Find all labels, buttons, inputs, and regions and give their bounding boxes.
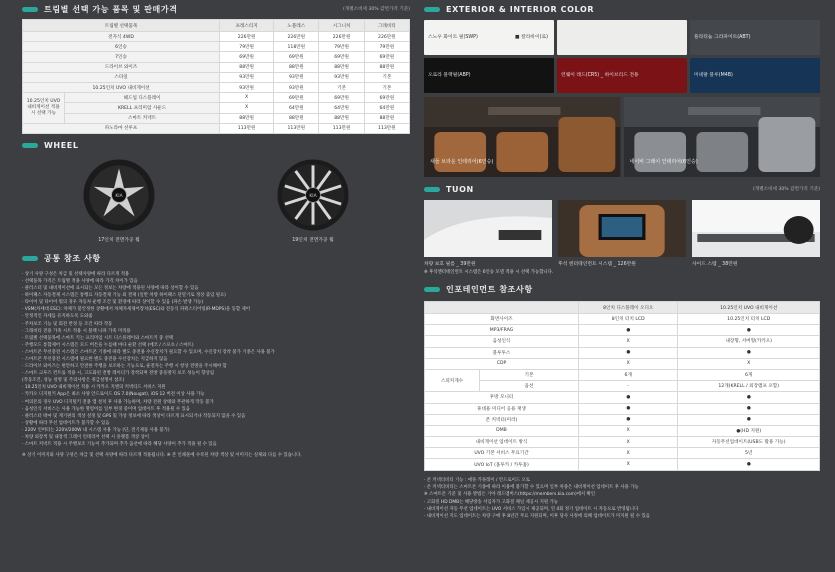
color-swatch-label: 런웨이 레드(CR5) _ 하이브리드 전용 [561, 73, 639, 78]
wheel-17-image [82, 158, 156, 232]
list-item: ※ 스마트폰 기준 및 사용 방법은 기아 레드멤버스(https://members.kia.com)에서 확인 [424, 492, 596, 498]
table-cell: ● [678, 459, 820, 470]
table-cell: 88만원 [274, 113, 319, 123]
table-cell: 기본 [364, 72, 409, 82]
table-cell: 69만원 [319, 93, 364, 103]
trim-section-title: 트림별 선택 가능 품목 및 판매가격 [44, 4, 178, 14]
table-cell: 88만원 [220, 113, 274, 123]
table-cell: 스피커개수 [425, 369, 480, 391]
wheel-gallery [22, 158, 410, 243]
list-item: · 선택품목 가격은 트림별 적용 사양에 따라 가격 차이가 있음 [22, 278, 138, 284]
infotainment-table [424, 301, 820, 471]
table-cell: MP3/FRAG [425, 325, 579, 336]
table-cell: KRELL 프리미엄 사운드 [65, 103, 220, 113]
interior-gray-image [624, 97, 821, 177]
color-swatch-label: 플라티늄 그라파이트(ABT) [694, 35, 751, 40]
color-section-heading [424, 3, 820, 15]
table-cell: X [220, 103, 274, 113]
table-cell: X [579, 336, 678, 347]
table-row [425, 448, 820, 459]
wheel-19-caption: 19인치 전면가공 휠 [292, 237, 334, 243]
table-cell: 88만원 [274, 62, 319, 72]
table-cell: 기본 [480, 369, 579, 380]
table-cell: ●(HD 지원) [678, 425, 820, 436]
list-item: · 고화질 HD DMB는 해당방송 서입자가 고화질 채널 제공시 지원 가능 [424, 499, 559, 505]
table-cell: 88만원 [319, 62, 364, 72]
wheel-section-title: WHEEL [44, 141, 79, 151]
table-cell: X [579, 425, 678, 436]
table-cell: 12개(KRELL / 외장앰프 포함) [678, 381, 820, 392]
table-cell: 6개 [678, 369, 820, 380]
list-item: · 하이패스 자동결제 시스템은 통행료 자동결제 기능 외 결제 (일반 차량 하이패스 단말기로 정상 출입 필요) [22, 293, 226, 299]
table-cell: X [579, 437, 678, 448]
table-cell: X [579, 448, 678, 459]
list-item: · 스마트폰 무선충전 시스템은 스마트폰 기종에 따라 별도 충전용 수신장치가 필요할 수 있으며, 수신장치 장착 불가 기종은 사용 불가 [22, 349, 275, 355]
table-cell: 스타일 [23, 72, 220, 82]
table-cell: ● [579, 392, 678, 403]
table-cell: 93만원 [274, 82, 319, 92]
table-row [425, 336, 820, 347]
table-header-cell: 10.25인치 UVO 내비게이션 [678, 302, 820, 314]
table-row [425, 392, 820, 403]
list-item: · 그래비티 전용 가죽 시트 적용 시 블랙 나파 가죽 미적용 [22, 328, 131, 334]
list-item: · 카카오 디지털키 App은 최소 사양 안드로이드 OS 7.0(Nougat), iOS 12 버전 이상 사용 가능 [22, 392, 205, 398]
table-cell: 88만원 [319, 113, 364, 123]
table-cell: 휴대용 미디어 응용 재생 [425, 403, 579, 414]
trim-section-heading [22, 3, 410, 15]
table-cell: 69만원 [220, 52, 274, 62]
color-swatch [690, 58, 820, 93]
list-item: · 스마트 커넥트 적용 시 주행보조 기능이 추가되며 추가 옵션에 따라 해당 사양이 추가 적용 될 수 있음 [22, 442, 217, 448]
table-cell: 64만원 [274, 103, 319, 113]
interior-brown-caption: 새들 브라운 인테리어(6인승) [430, 159, 494, 165]
table-cell: 226만원 [364, 32, 409, 42]
table-cell: 옵션 [480, 381, 579, 392]
table-cell: ● [579, 325, 678, 336]
color-swatch [690, 20, 820, 55]
common-notes-list [22, 271, 410, 448]
table-cell: 폰 커넥터(미러) [425, 414, 579, 425]
table-cell: X [579, 358, 678, 369]
list-item: (작동조건, 성능 설명 및 주의사항은 취급설명서 참조) [22, 378, 125, 384]
list-item: · 10.25인치 UVO 내비게이션 적용 시 카카오 지엔의 커넥티드 서비스 지원 [22, 385, 166, 391]
section-marker-icon [424, 7, 440, 12]
tuon-caption: 후석 엔터테인먼트 시스템 _ 126만원 [558, 262, 636, 267]
table-cell: 기본 [319, 82, 364, 92]
table-row [23, 52, 410, 62]
table-cell: X [678, 358, 820, 369]
tuon-section-title: TUON [446, 184, 474, 194]
list-item: · 상황에 따라 무선 업데이트가 불가할 수 있음 [22, 420, 110, 426]
color-section-title: EXTERIOR & INTERIOR COLOR [446, 4, 595, 14]
list-item: · 클러스터 테마 및 계기판의 색상 설정 및 GPS 및 가상 정보에 따라 색상이 다르게 표시되거나 작동되지 않을 수 있음 [22, 413, 246, 419]
table-cell: UVO 기본 서비스 무료기간 [425, 448, 579, 459]
table-row [23, 72, 410, 82]
info-section-heading [424, 283, 820, 295]
table-cell: 헤드업 디스플레이 [65, 93, 220, 103]
table-row [425, 459, 820, 470]
color-swatch-label: 스노우 화이트 펄(SWP) [428, 35, 478, 40]
table-header-cell: 노블레스 [274, 20, 319, 32]
list-item: · 상기 사양 구성은 차급 및 선택사양에 따라 다르게 적용 [22, 271, 130, 277]
table-cell: 79만원 [319, 42, 364, 52]
table-row [425, 347, 820, 358]
section-marker-icon [424, 187, 440, 192]
section-marker-icon [424, 287, 440, 292]
table-cell: ● [579, 414, 678, 425]
wheel-item-17 [39, 158, 199, 243]
svg-text:KIA: KIA [115, 194, 123, 200]
table-row [23, 82, 410, 92]
color-swatch [424, 58, 554, 93]
color-swatch [424, 20, 554, 55]
table-row [23, 103, 410, 113]
list-item: · 스마트폰 무선충전 시스템에 필요한 별도 충전용 수신장치는 지급하지 않음 [22, 357, 168, 362]
table-cell: 69만원 [319, 52, 364, 62]
table-cell: 93만원 [220, 82, 274, 92]
table-cell: 10.25인치 UVO 내비게이션 적용 시 선택 가능 [23, 93, 65, 124]
table-cell: 10.25인치 터치 LCD [678, 314, 820, 325]
tuon-item-rse [558, 200, 686, 267]
notes-section-heading [22, 253, 410, 265]
table-cell: 69만원 [364, 93, 409, 103]
table-cell: 88만원 [220, 62, 274, 72]
table-cell: 113만원 [319, 123, 364, 133]
left-column [22, 0, 410, 458]
list-item: · 주행모드 통합제어 시스템은 모드 버튼을 누를때 마다 순환 선택 (에코 / 스포츠 / 스마트) [22, 342, 194, 348]
right-column [424, 0, 820, 520]
list-item: · 220V 인버터는 220V/200W 내 시스템 사용 가능 (단, 전기제품 사용 불가) [22, 427, 170, 433]
table-row [425, 414, 820, 425]
table-cell: 후방 모니터 [425, 392, 579, 403]
table-cell: X [220, 93, 274, 103]
table-cell: 6인승 [23, 42, 220, 52]
table-row [425, 425, 820, 436]
color-swatch-label: 미네랄 블루(M4B) [694, 73, 733, 78]
interior-gray-caption: 네이비 그레이 인테리어(6인승) [629, 159, 698, 165]
list-item: · 폰 커넥티비티 기능 : 애플 카플레이 / 안드로이드 오토 [424, 477, 530, 483]
table-cell: ● [678, 325, 820, 336]
table-row [23, 62, 410, 72]
table-cell: ● [678, 347, 820, 358]
table-cell: 113만원 [220, 123, 274, 133]
color-swatch-label: 오로라 블랙펄(ABP) [428, 73, 471, 78]
notes-footer: ※ 상기 이미지와 사양 구성은 차급 및 선택 사양에 따라 다르게 적용됩니다. ※ 본 인쇄물에 수록된 차량 색상 및 이미지는 실제와 다를 수 있습니다. [22, 453, 302, 459]
table-cell: 자동무선업데이트(USB도 활용 가능) [678, 437, 820, 448]
table-cell: 내장형, 서버형(카카오) [678, 336, 820, 347]
list-item: · 주차보조 기능 및 회전 반경 등 조건 따라 작동 [22, 321, 113, 327]
table-cell: 블루투스 [425, 347, 579, 358]
table-cell: 69만원 [364, 52, 409, 62]
color-swatch-grid [424, 20, 820, 93]
wheel-17-caption: 17인치 전면가공 휠 [98, 237, 140, 243]
table-cell: 음성인식 [425, 336, 579, 347]
table-row [23, 93, 410, 103]
tuon-footnote: ※ 후석엔터테인먼트 시스템은 6인승 모델 적용 시 선택 가능합니다. [424, 270, 554, 275]
table-cell: X [579, 459, 678, 470]
table-cell: UVO IoT (홈투카 / 카투홈) [425, 459, 579, 470]
table-cell: 스마트 커넥트 [65, 113, 220, 123]
table-cell: 드라이브 와이즈 [23, 62, 220, 72]
table-row [425, 369, 820, 380]
table-cell: ● [579, 347, 678, 358]
table-row [23, 113, 410, 123]
table-cell: 79만원 [364, 42, 409, 52]
list-item: · 트림별 선택품목에 스마트 키는 프리미엄 시트 디스플레이와 스마트키 중 선택 [22, 335, 174, 341]
table-row [23, 32, 410, 42]
interior-gallery [424, 97, 820, 177]
table-header-cell: 트림별 선택품목 [23, 20, 220, 32]
notes-section-title: 공통 참조 사항 [44, 254, 101, 264]
table-cell: 113만원 [364, 123, 409, 133]
tuon-item-step [692, 200, 820, 267]
list-item: · 음성인식 서비스는 사용 가능한 명령어를 일부 변경 중이며 업데이트 후 적용될 수 있음 [22, 406, 190, 412]
table-cell: 64만원 [364, 103, 409, 113]
tuon-gallery [424, 200, 820, 267]
list-item: · 클러스터 및 내비게이션에 표시되는 모든 정보는 차량에 적용된 사양에 따라 상이할 수 있음 [22, 286, 199, 292]
table-cell: 6개 [579, 369, 678, 380]
table-cell: - [579, 381, 678, 392]
table-cell: 69만원 [274, 93, 319, 103]
list-item: · VSM(차세대 ESC): 차체가 불안정한 상황에서 차체자세제어장치(ESC)와 전동식 파워스티어링(R-MDPS)을 동합 제어 [22, 307, 250, 313]
table-cell: 5년 [678, 448, 820, 459]
table-row [425, 314, 820, 325]
table-cell: 79만원 [220, 42, 274, 52]
tuon-section-heading [424, 183, 820, 195]
table-cell: 기본 [364, 82, 409, 92]
table-cell: 88만원 [364, 113, 409, 123]
table-cell: 파노라마 선루프 [23, 123, 220, 133]
list-item: · 내비게이션 지도 업데이트는 차량 구매 후 8년간 무료 지원되며, 이후 당사 사정에 의해 업데이트가 미지원 될 수 있음 [424, 514, 650, 520]
section-marker-icon [22, 256, 38, 261]
table-cell: CDP [425, 358, 579, 369]
table-cell: 10.25인치 UVO 내비게이션 [23, 82, 220, 92]
table-row [425, 381, 820, 392]
side-step-image [692, 200, 820, 257]
table-cell: 113만원 [274, 123, 319, 133]
table-cell: DMB [425, 425, 579, 436]
table-header-row [23, 20, 410, 32]
table-cell: 93만원 [220, 72, 274, 82]
section-marker-icon [22, 143, 38, 148]
table-cell: 226만원 [220, 32, 274, 42]
wheel-item-19 [233, 158, 393, 243]
info-section-title: 인포테인먼트 참조사항 [446, 284, 533, 294]
wheel-19-image [276, 158, 350, 232]
interior-brown-image [424, 97, 621, 177]
list-item: · 여의폰의 경우 UVO 디지털키 전용 앱 설치 후 사용 가능하며, 차량 전원 상태와 무관하게 작동 불가 [22, 399, 214, 405]
list-item: · 내비게이션 자동 무선 업데이트는 UVO 서비스 가입시 제공되며, 연 4회 정기 업데이트 시 자동으로 반영됩니다 [424, 506, 639, 512]
table-cell: 93만원 [274, 72, 319, 82]
list-item: · 타이어 및 타이어 휠의 경우 자동차 운행 조건 및 환경에 따라 상이할 수 있음 (파손 발생 가능) [22, 300, 204, 306]
list-item: · 드라이브 와이즈는 편안하고 안전한 주행을 보조하는 기능으로, 운전자는 주행 시 항상 전방을 주시해야 함 [22, 364, 227, 370]
table-header-cell: 그래비티 [364, 20, 409, 32]
table-cell: ● [678, 414, 820, 425]
table-row [23, 123, 410, 133]
table-cell: 내비게이션 업데이트 방식 [425, 437, 579, 448]
table-cell: 64만원 [319, 103, 364, 113]
section-marker-icon [22, 7, 38, 12]
table-cell: 118만원 [274, 42, 319, 52]
color-swatch-tag: ■ 칼라바이(로) [515, 35, 548, 40]
table-row [23, 42, 410, 52]
tuon-caption: 사이드 스텝 _ 38만원 [692, 262, 738, 267]
table-cell: 93만원 [319, 72, 364, 82]
rear-entertainment-image [558, 200, 686, 257]
color-swatch [557, 20, 687, 55]
table-header-cell: 8인치 디스플레이 오디오 [579, 302, 678, 314]
list-item: · 차량 외장색 및 내장색 그레이 인테리어 선택 시 플랫폼 색상 상이 [22, 435, 150, 441]
table-header-cell: 프레스티지 [220, 20, 274, 32]
svg-text:KIA: KIA [309, 194, 317, 200]
table-cell: 226만원 [319, 32, 364, 42]
trim-price-note: (개별소비세 30% 감면가격 기준) [343, 7, 410, 12]
tuon-price-note: (개별소비세 30% 감면가격 기준) [753, 187, 820, 192]
color-swatch [557, 58, 687, 93]
table-cell: ● [678, 392, 820, 403]
table-cell: 7인승 [23, 52, 220, 62]
list-item: · 폰 커넥티비티는 스마트폰 기종에 따라 이용에 불가할 수 있으며 일부 차종은 내비게이션 업데이트 후 사용 가능 [424, 484, 639, 490]
table-cell: ● [579, 403, 678, 414]
table-header-cell: 시그니처 [319, 20, 364, 32]
table-row [425, 403, 820, 414]
tuon-caption: 차량 보호 필름 _ 39만원 [424, 262, 476, 267]
table-cell: ● [678, 403, 820, 414]
tuon-item-film [424, 200, 552, 267]
table-row [425, 437, 820, 448]
table-cell: 88만원 [364, 62, 409, 72]
trim-options-table [22, 19, 410, 134]
list-item: · 스마트 크루즈 컨트롤 적용 시, 고도화된 전방 레이더가 장착되며 전방 충돌방지 보조 성능이 향상됨 [22, 371, 214, 377]
table-cell: 226만원 [274, 32, 319, 42]
table-header-cell [425, 302, 579, 314]
table-row [425, 358, 820, 369]
table-cell: 8인치 터치 LCD [579, 314, 678, 325]
list-item: · 안정적인 자세를 유지하도록 도와줌 [22, 314, 93, 320]
table-cell: 전자식 4WD [23, 32, 220, 42]
table-header-row [425, 302, 820, 314]
infotainment-notes-list [424, 477, 820, 521]
table-cell: 화면사이즈 [425, 314, 579, 325]
wheel-section-heading [22, 140, 410, 152]
protection-film-image [424, 200, 552, 257]
table-cell: 69만원 [274, 52, 319, 62]
table-row [425, 325, 820, 336]
